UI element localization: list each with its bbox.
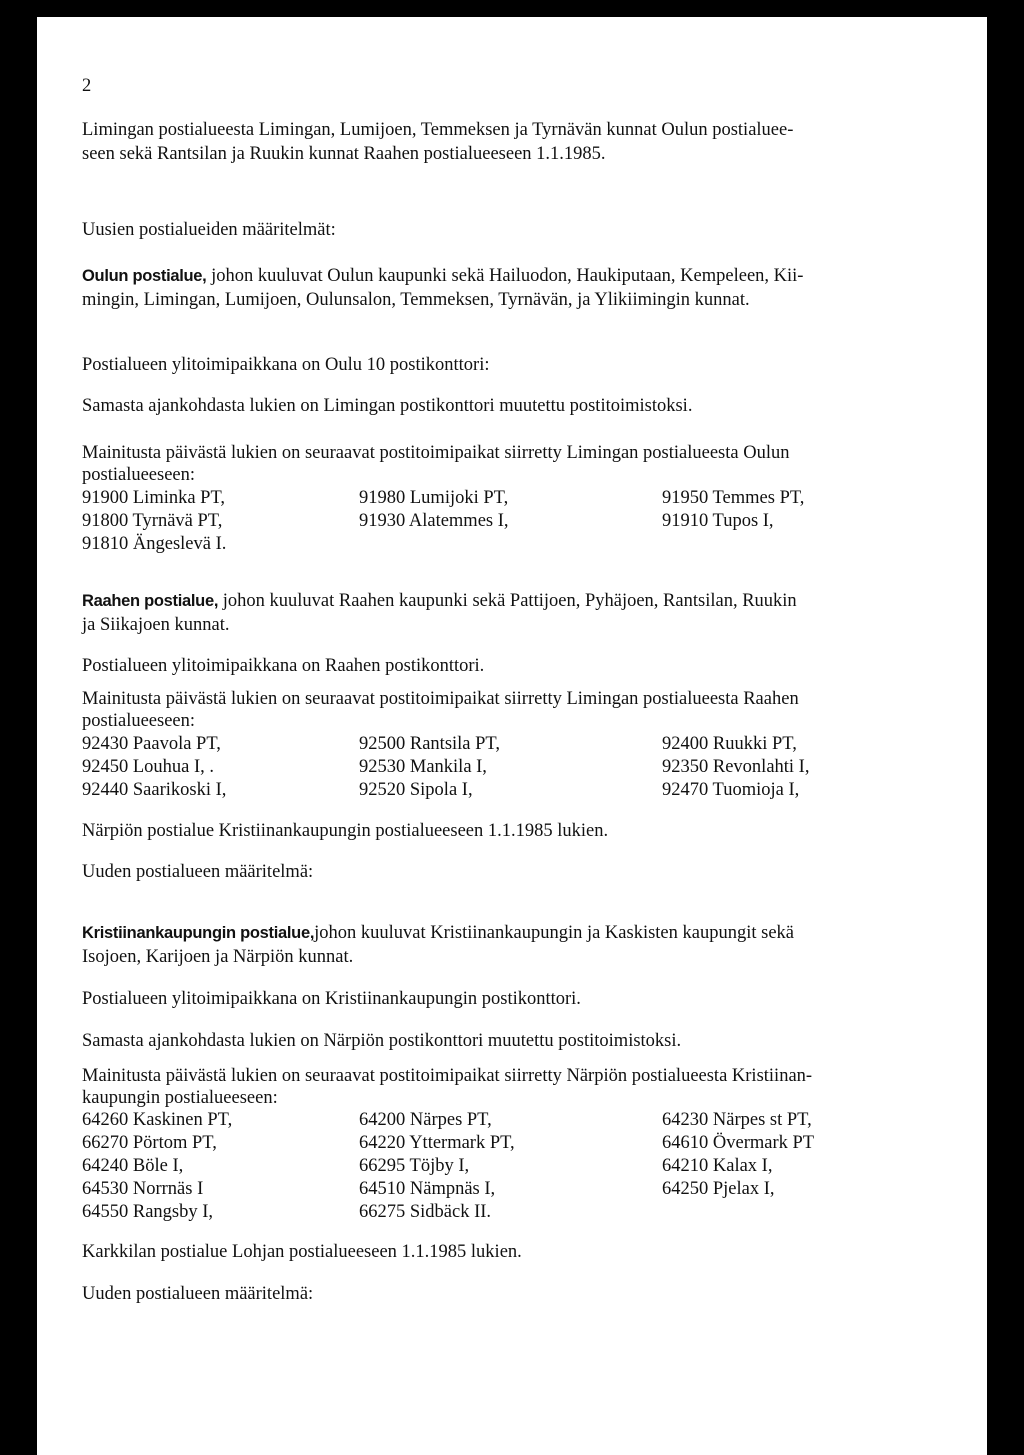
oulu-transfer-line-2: postialueeseen: [82,465,196,485]
office-item: 92440 Saarikoski I, [82,780,227,800]
oulu-office-change: Samasta ajankohdasta lukien on Limingan postikonttori muutettu postitoimistoksi. [82,396,693,416]
office-item: 64550 Rangsby I, [82,1202,214,1222]
office-item: 66270 Pörtom PT, [82,1133,217,1153]
raahe-definition-line-1 [82,589,797,613]
oulu-area-name: Oulun postialue, [82,267,207,285]
office-row [82,509,962,533]
oulu-definition-line-1 [82,264,803,288]
kristiinankaupunki-transfer-line-1: Mainitusta päivästä lukien on seuraavat postitoimipaikat siirretty Närpiön postialueesta Kristiinan- [82,1066,813,1086]
office-item: 91800 Tyrnävä PT, [82,511,223,531]
office-item: 92520 Sipola I, [359,780,473,800]
karkkila-heading: Karkkilan postialue Lohjan postialueeseen 1.1.1985 lukien. [82,1242,522,1262]
office-item: 91950 Temmes PT, [662,488,805,508]
office-row [82,778,962,802]
oulu-head-office: Postialueen ylitoimipaikkana on Oulu 10 postikonttori: [82,355,490,375]
oulu-definition-line-2: mingin, Limingan, Lumijoen, Oulunsalon, Temmeksen, Tyrnävän, ja Ylikiimingin kunnat. [82,290,750,310]
office-item: 64210 Kalax I, [662,1156,773,1176]
office-item: 92350 Revonlahti I, [662,757,810,777]
office-row [82,1108,962,1132]
office-row [82,755,962,779]
office-row [82,732,962,756]
office-item: 64510 Nämpnäs I, [359,1179,496,1199]
office-row [82,532,962,556]
office-item: 64610 Övermark PT [662,1133,815,1153]
office-row [82,486,962,510]
raahe-definition-text: johon kuuluvat Raahen kaupunki sekä Pattijoen, Pyhäjoen, Rantsilan, Ruukin [218,591,797,611]
kristiinankaupunki-definition-text: johon kuuluvat Kristiinankaupungin ja Kaskisten kaupungit sekä [314,923,795,943]
kristiinankaupunki-transfer-line-2: kaupungin postialueeseen: [82,1088,278,1108]
office-item: 91980 Lumijoki PT, [359,488,509,508]
office-item: 91930 Alatemmes I, [359,511,509,531]
kristiinankaupunki-head-office: Postialueen ylitoimipaikkana on Kristiinankaupungin postikonttori. [82,989,581,1009]
office-row [82,1177,962,1201]
office-item: 91910 Tupos I, [662,511,774,531]
office-item: 92400 Ruukki PT, [662,734,797,754]
office-item: 64260 Kaskinen PT, [82,1110,233,1130]
definition-heading: Uuden postialueen määritelmä: [82,862,314,882]
kristiinankaupunki-definition-line-1 [82,921,794,945]
office-row [82,1200,962,1224]
office-item: 66295 Töjby I, [359,1156,470,1176]
office-item: 92450 Louhua I, . [82,757,215,777]
kristiinankaupunki-definition-line-2: Isojoen, Karijoen ja Närpiön kunnat. [82,947,354,967]
page-number: 2 [82,76,92,96]
office-item: 91900 Liminka PT, [82,488,226,508]
office-item: 92530 Mankila I, [359,757,487,777]
office-item: 64250 Pjelax I, [662,1179,775,1199]
office-item: 91810 Ängeslevä I. [82,534,227,554]
raahe-area-name: Raahen postialue, [82,592,219,610]
raahe-transfer-line-2: postialueeseen: [82,711,196,731]
office-item: 64530 Norrnäs I [82,1179,204,1199]
office-item: 64230 Närpes st PT, [662,1110,812,1130]
office-item: 64240 Böle I, [82,1156,184,1176]
definition-heading: Uuden postialueen määritelmä: [82,1284,314,1304]
office-row [82,1154,962,1178]
raahe-transfer-line-1: Mainitusta päivästä lukien on seuraavat postitoimipaikat siirretty Limingan postialueesta Raahen [82,689,799,709]
intro-line-2: seen sekä Rantsilan ja Ruukin kunnat Raahen postialueeseen 1.1.1985. [82,144,606,164]
office-item: 92500 Rantsila PT, [359,734,500,754]
narpio-heading: Närpiön postialue Kristiinankaupungin postialueeseen 1.1.1985 lukien. [82,821,609,841]
kristiinankaupunki-area-name: Kristiinankaupungin postialue, [82,924,315,942]
raahe-head-office: Postialueen ylitoimipaikkana on Raahen postikonttori. [82,656,485,676]
definitions-heading: Uusien postialueiden määritelmät: [82,220,336,240]
intro-line-1: Limingan postialueesta Limingan, Lumijoen, Temmeksen ja Tyrnävän kunnat Oulun postialuee- [82,120,794,140]
narpio-office-change: Samasta ajankohdasta lukien on Närpiön postikonttori muutettu postitoimistoksi. [82,1031,682,1051]
raahe-definition-line-2: ja Siikajoen kunnat. [82,615,230,635]
document-page [37,17,987,1455]
oulu-definition-text: johon kuuluvat Oulun kaupunki sekä Hailuodon, Haukiputaan, Kempeleen, Kii- [206,266,804,286]
office-item: 64220 Yttermark PT, [359,1133,515,1153]
office-item: 66275 Sidbäck II. [359,1202,492,1222]
office-item: 64200 Närpes PT, [359,1110,492,1130]
office-item: 92470 Tuomioja I, [662,780,800,800]
oulu-transfer-line-1: Mainitusta päivästä lukien on seuraavat postitoimipaikat siirretty Limingan postialueesta Oulun [82,443,790,463]
office-item: 92430 Paavola PT, [82,734,221,754]
office-row [82,1131,962,1155]
